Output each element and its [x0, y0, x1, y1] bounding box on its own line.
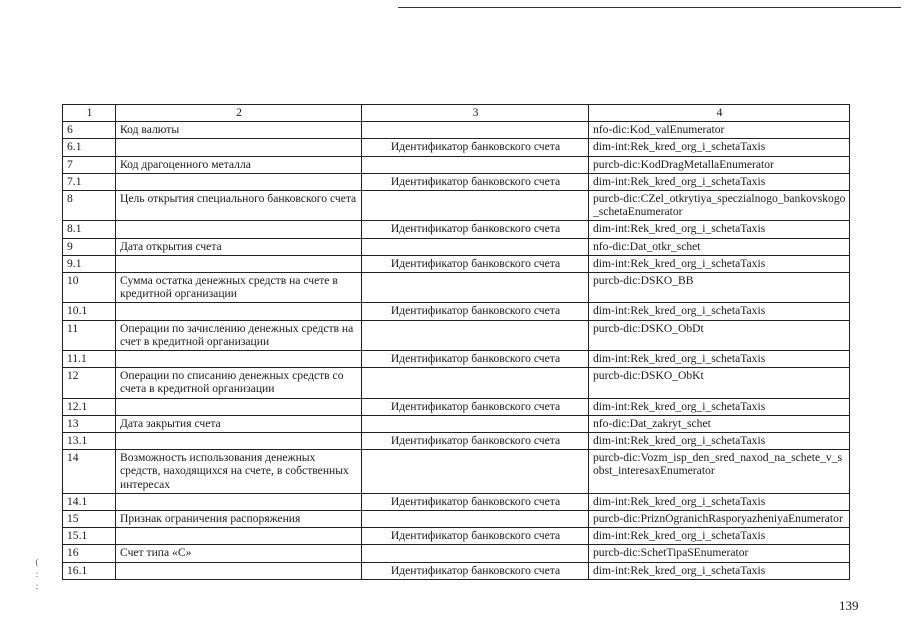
row-number-cell: 14.1	[63, 493, 116, 510]
indicator-name-cell	[116, 255, 362, 272]
indicator-name-cell: Код драгоценного металла	[116, 156, 362, 173]
code-cell: dim-int:Rek_kred_org_i_schetaTaxis	[589, 493, 850, 510]
table-row	[63, 173, 850, 190]
identifier-cell	[362, 511, 589, 528]
identifier-cell: Идентификатор банковского счета	[362, 528, 589, 545]
code-cell: purcb-dic:DSKO_ObDt	[589, 320, 850, 350]
table-row	[63, 368, 850, 398]
indicator-name-cell	[116, 562, 362, 579]
identifier-cell	[362, 122, 589, 139]
data-table	[62, 104, 850, 580]
indicator-name-cell	[116, 173, 362, 190]
code-cell: dim-int:Rek_kred_org_i_schetaTaxis	[589, 351, 850, 368]
table-row	[63, 255, 850, 272]
indicator-name-cell: Дата открытия счета	[116, 238, 362, 255]
indicator-name-cell	[116, 398, 362, 415]
table-row	[63, 238, 850, 255]
code-cell: purcb-dic:DSKO_ObKt	[589, 368, 850, 398]
header-cell-2: 2	[116, 105, 362, 122]
indicator-name-cell	[116, 528, 362, 545]
identifier-cell	[362, 450, 589, 494]
page-number: 139	[839, 598, 859, 613]
table-body	[63, 105, 850, 580]
row-number-cell: 12.1	[63, 398, 116, 415]
table-row	[63, 511, 850, 528]
table-row	[63, 221, 850, 238]
indicator-name-cell	[116, 221, 362, 238]
row-number-cell: 7.1	[63, 173, 116, 190]
code-cell: dim-int:Rek_kred_org_i_schetaTaxis	[589, 221, 850, 238]
row-number-cell: 16.1	[63, 562, 116, 579]
code-cell: purcb-dic:PriznOgranichRasporyazheniyaEnumerator	[589, 511, 850, 528]
header-cell-3: 3	[362, 105, 589, 122]
table-row	[63, 351, 850, 368]
table-row	[63, 433, 850, 450]
table-row	[63, 122, 850, 139]
table-row	[63, 156, 850, 173]
identifier-cell: Идентификатор банковского счета	[362, 398, 589, 415]
identifier-cell: Идентификатор банковского счета	[362, 493, 589, 510]
indicator-name-cell: Цель открытия специального банковского счета	[116, 191, 362, 221]
code-cell: purcb-dic:CZel_otkrytiya_speczialnogo_bankovskogo_schetaEnumerator	[589, 191, 850, 221]
identifier-cell	[362, 273, 589, 303]
row-number-cell: 14	[63, 450, 116, 494]
identifier-cell	[362, 156, 589, 173]
code-cell: dim-int:Rek_kred_org_i_schetaTaxis	[589, 173, 850, 190]
row-number-cell: 11	[63, 320, 116, 350]
row-number-cell: 7	[63, 156, 116, 173]
identifier-cell	[362, 415, 589, 432]
indicator-name-cell: Счет типа «С»	[116, 545, 362, 562]
table-row	[63, 450, 850, 494]
row-number-cell: 10	[63, 273, 116, 303]
row-number-cell: 15	[63, 511, 116, 528]
row-number-cell: 15.1	[63, 528, 116, 545]
indicator-name-cell: Сумма остатка денежных средств на счете в кредитной организации	[116, 273, 362, 303]
indicator-name-cell: Код валюты	[116, 122, 362, 139]
top-rule	[398, 7, 901, 8]
code-cell: purcb-dic:Vozm_isp_den_sred_naxod_na_schete_v_sobst_interesaxEnumerator	[589, 450, 850, 494]
table-row	[63, 493, 850, 510]
indicator-name-cell: Признак ограничения распоряжения	[116, 511, 362, 528]
identifier-cell	[362, 191, 589, 221]
code-cell: dim-int:Rek_kred_org_i_schetaTaxis	[589, 528, 850, 545]
table-row	[63, 320, 850, 350]
table-row	[63, 139, 850, 156]
indicator-name-cell	[116, 351, 362, 368]
identifier-cell: Идентификатор банковского счета	[362, 139, 589, 156]
row-number-cell: 10.1	[63, 303, 116, 320]
identifier-cell: Идентификатор банковского счета	[362, 221, 589, 238]
scan-marks: ( : :	[35, 557, 39, 591]
row-number-cell: 8	[63, 191, 116, 221]
header-cell-1: 1	[63, 105, 116, 122]
indicator-name-cell: Операции по списанию денежных средств со счета в кредитной организации	[116, 368, 362, 398]
table-row	[63, 545, 850, 562]
code-cell: dim-int:Rek_kred_org_i_schetaTaxis	[589, 562, 850, 579]
code-cell: dim-int:Rek_kred_org_i_schetaTaxis	[589, 303, 850, 320]
code-cell: dim-int:Rek_kred_org_i_schetaTaxis	[589, 255, 850, 272]
table-row	[63, 273, 850, 303]
identifier-cell	[362, 320, 589, 350]
identifier-cell: Идентификатор банковского счета	[362, 173, 589, 190]
code-cell: purcb-dic:DSKO_BB	[589, 273, 850, 303]
identifier-cell: Идентификатор банковского счета	[362, 303, 589, 320]
code-cell: dim-int:Rek_kred_org_i_schetaTaxis	[589, 433, 850, 450]
identifier-cell	[362, 368, 589, 398]
table-row	[63, 191, 850, 221]
row-number-cell: 12	[63, 368, 116, 398]
row-number-cell: 13	[63, 415, 116, 432]
row-number-cell: 6.1	[63, 139, 116, 156]
indicator-name-cell	[116, 493, 362, 510]
row-number-cell: 9.1	[63, 255, 116, 272]
identifier-cell: Идентификатор банковского счета	[362, 351, 589, 368]
indicator-name-cell	[116, 139, 362, 156]
row-number-cell: 13.1	[63, 433, 116, 450]
code-cell: purcb-dic:KodDragMetallaEnumerator	[589, 156, 850, 173]
indicator-name-cell: Дата закрытия счета	[116, 415, 362, 432]
identifier-cell	[362, 545, 589, 562]
row-number-cell: 9	[63, 238, 116, 255]
code-cell: nfo-dic:Kod_valEnumerator	[589, 122, 850, 139]
row-number-cell: 11.1	[63, 351, 116, 368]
table-row	[63, 562, 850, 579]
code-cell: nfo-dic:Dat_otkr_schet	[589, 238, 850, 255]
row-number-cell: 8.1	[63, 221, 116, 238]
identifier-cell: Идентификатор банковского счета	[362, 562, 589, 579]
table-row	[63, 398, 850, 415]
table-row	[63, 303, 850, 320]
table-row	[63, 415, 850, 432]
indicator-name-cell: Возможность использования денежных средств, находящихся на счете, в собственных интересах	[116, 450, 362, 494]
indicator-name-cell	[116, 303, 362, 320]
indicator-name-cell	[116, 433, 362, 450]
table-header-row	[63, 105, 850, 122]
code-cell: purcb-dic:SchetTipaSEnumerator	[589, 545, 850, 562]
header-cell-4: 4	[589, 105, 850, 122]
identifier-cell: Идентификатор банковского счета	[362, 433, 589, 450]
code-cell: nfo-dic:Dat_zakryt_schet	[589, 415, 850, 432]
identifier-cell	[362, 238, 589, 255]
code-cell: dim-int:Rek_kred_org_i_schetaTaxis	[589, 398, 850, 415]
code-cell: dim-int:Rek_kred_org_i_schetaTaxis	[589, 139, 850, 156]
row-number-cell: 16	[63, 545, 116, 562]
row-number-cell: 6	[63, 122, 116, 139]
indicator-name-cell: Операции по зачислению денежных средств на счет в кредитной организации	[116, 320, 362, 350]
identifier-cell: Идентификатор банковского счета	[362, 255, 589, 272]
table-row	[63, 528, 850, 545]
